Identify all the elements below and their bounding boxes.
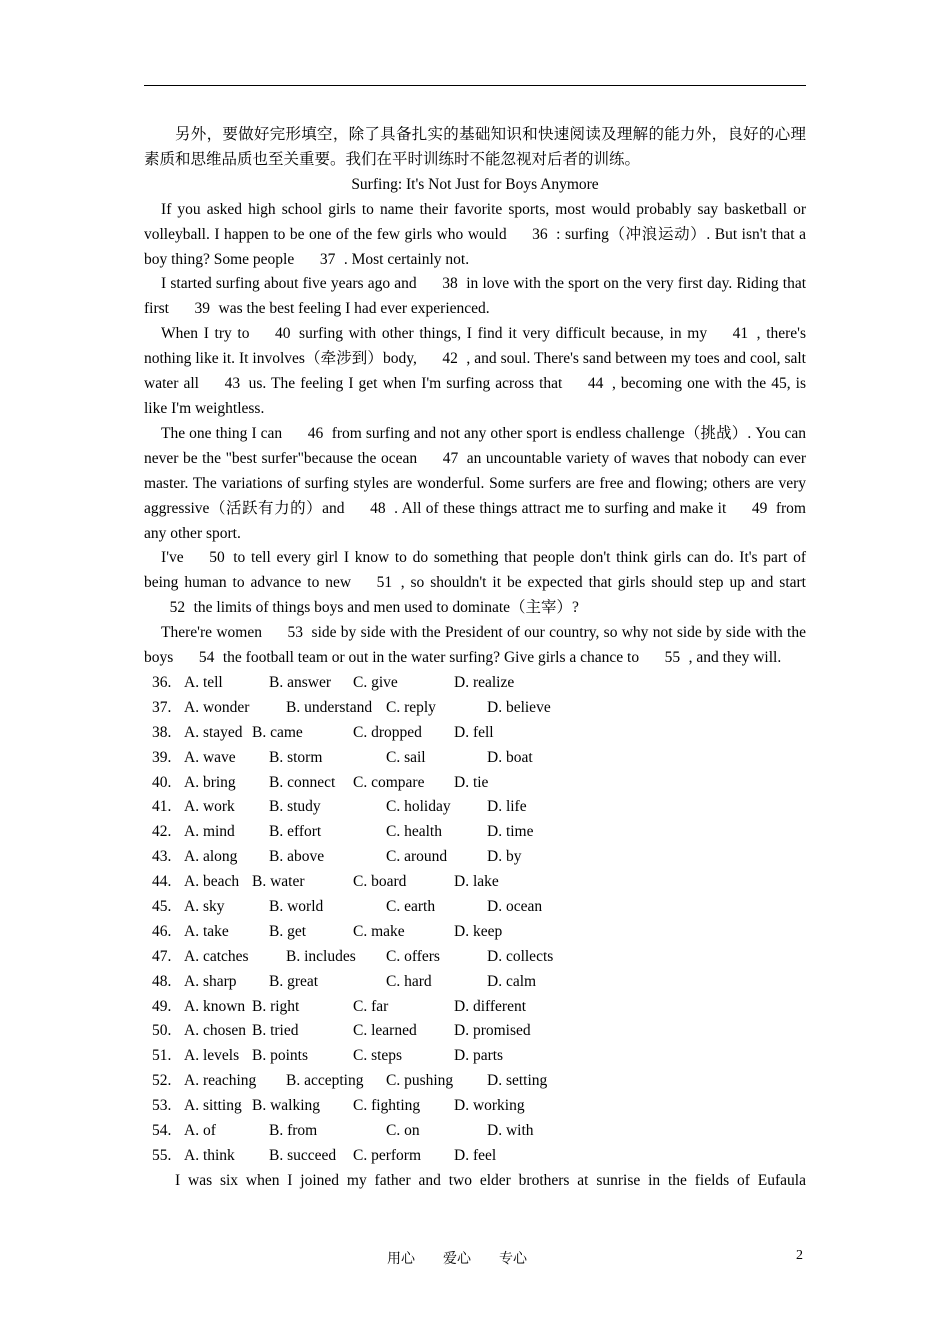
option-row: 39. A. wave B. storm C. sail D. boat bbox=[152, 748, 533, 766]
option-row: 40. A. bring B. connect C. compare D. tie bbox=[152, 773, 489, 791]
blank-38: 38 bbox=[442, 275, 458, 293]
blank-48: 48 bbox=[370, 499, 386, 517]
intro-paragraph: 另外，要做好完形填空，除了具备扎实的基础知识和快速阅读及理解的能力外，良好的心理素质和思维品质也至关重要。我们在平时训练时不能忽视对后者的训练。 bbox=[144, 126, 806, 168]
option-row: 51. A. levels B. points C. steps D. parts bbox=[152, 1047, 504, 1065]
blank-44: 44 bbox=[587, 375, 604, 393]
footer-word: 爱心 bbox=[443, 1252, 471, 1267]
blank-43: 43 bbox=[224, 375, 241, 393]
blank-40: 40 bbox=[275, 325, 291, 343]
blank-54: 54 bbox=[198, 649, 215, 667]
option-row: 50. A. chosen B. tried C. learned D. promised bbox=[152, 1022, 531, 1040]
blank-42: 42 bbox=[442, 350, 458, 368]
option-row: 37. A. wonder B. understand C. reply D. believe bbox=[152, 698, 551, 716]
option-row: 44. A. beach B. water C. board D. lake bbox=[152, 873, 499, 891]
blank-39: 39 bbox=[194, 300, 211, 318]
blank-37: 37 bbox=[319, 250, 336, 268]
blank-47: 47 bbox=[442, 449, 459, 467]
paragraph-6: There're women 53 side by side with the President of our country, so why not side by side with the boys 54 the football team or out in the water surfing? Give girls a chance to 55 , and they will. bbox=[144, 621, 806, 671]
option-row: 54. A. of B. from C. on D. with bbox=[152, 1121, 534, 1139]
option-row: 49. A. known B. right C. far D. different bbox=[152, 997, 527, 1015]
paragraph-5: I've 50 to tell every girl I know to do something that people don't think girls can do. It's part of being human to advance to new 51 , so shouldn't it be expected that girls should step up and start52 the limits of things boys and men used to dominate（主宰）? bbox=[144, 546, 806, 621]
option-row: 45. A. sky B. world C. earth D. ocean bbox=[152, 897, 543, 915]
footer-word: 专心 bbox=[499, 1252, 527, 1267]
blank-45: 45 bbox=[771, 375, 787, 393]
next-passage-start: I was six when I joined my father and two elder brothers at sunrise in the fields of Eufaula bbox=[175, 1171, 806, 1189]
blank-41: 41 bbox=[732, 325, 749, 343]
option-row: 42. A. mind B. effort C. health D. time bbox=[152, 823, 534, 841]
blank-52: 52 bbox=[169, 599, 186, 617]
paragraph-1: If you asked high school girls to name their favorite sports, most would probably say basketball or volleyball. I happen to be one of the few girls who would 36 : surfing（冲浪运动）. But isn't that a boy thing? Some people 37 . Most certainly not. bbox=[144, 198, 806, 273]
blank-50: 50 bbox=[209, 549, 225, 567]
blank-51: 51 bbox=[376, 574, 393, 592]
option-row: 36. A. tell B. answer C. give D. realize bbox=[152, 673, 515, 691]
option-row: 53. A. sitting B. walking C. fighting D. working bbox=[152, 1097, 525, 1115]
option-row: 52. A. reaching B. accepting C. pushing D. setting bbox=[152, 1072, 548, 1090]
header-rule bbox=[144, 85, 806, 86]
answer-options bbox=[152, 671, 806, 1169]
passage-title: Surfing: It's Not Just for Boys Anymore bbox=[351, 175, 599, 193]
blank-49: 49 bbox=[751, 499, 768, 517]
page-number: 2 bbox=[796, 1248, 803, 1263]
blank-46: 46 bbox=[307, 424, 324, 442]
option-row: 48. A. sharp B. great C. hard D. calm bbox=[152, 972, 537, 990]
blank-53: 53 bbox=[287, 624, 304, 642]
option-row: 43. A. along B. above C. around D. by bbox=[152, 848, 522, 866]
page-content bbox=[144, 123, 806, 1194]
blank-36: 36 bbox=[532, 225, 548, 243]
option-row: 55. A. think B. succeed C. perform D. feel bbox=[152, 1146, 497, 1164]
option-row: 46. A. take B. get C. make D. keep bbox=[152, 922, 503, 940]
paragraph-3: When I try to 40 surfing with other things, I find it very difficult because, in my 41 , there's nothing like it. It involves（牵涉到）body, 42 , and soul. There's sand between my toes and cool, salt water all 43 us. The feeling I get when I'm surfing across that 44 , becoming one with the 45, is like I'm weightless. bbox=[144, 322, 806, 422]
option-row: 38. A. stayed B. came C. dropped D. fell bbox=[152, 723, 494, 741]
option-row: 41. A. work B. study C. holiday D. life bbox=[152, 798, 527, 816]
footer-motto bbox=[387, 1248, 527, 1268]
paragraph-2: I started surfing about five years ago and 38 in love with the sport on the very first day. Riding that first 39 was the best feeling I had ever experienced. bbox=[144, 272, 806, 322]
page-footer bbox=[0, 1248, 950, 1268]
paragraph-4: The one thing I can 46 from surfing and not any other sport is endless challenge（挑战）. You can never be the "best surfer"because the ocean 47 an uncountable variety of waves that nobody can ever master. The variations of surfing styles are wonderful. Some surfers are free and flowing; others are very aggressive（活跃有力的）and 48 . All of these things attract me to surfing and make it 49 from any other sport. bbox=[144, 422, 806, 547]
option-row: 47. A. catches B. includes C. offers D. collects bbox=[152, 947, 554, 965]
footer-word: 用心 bbox=[387, 1252, 415, 1267]
blank-55: 55 bbox=[664, 649, 681, 667]
